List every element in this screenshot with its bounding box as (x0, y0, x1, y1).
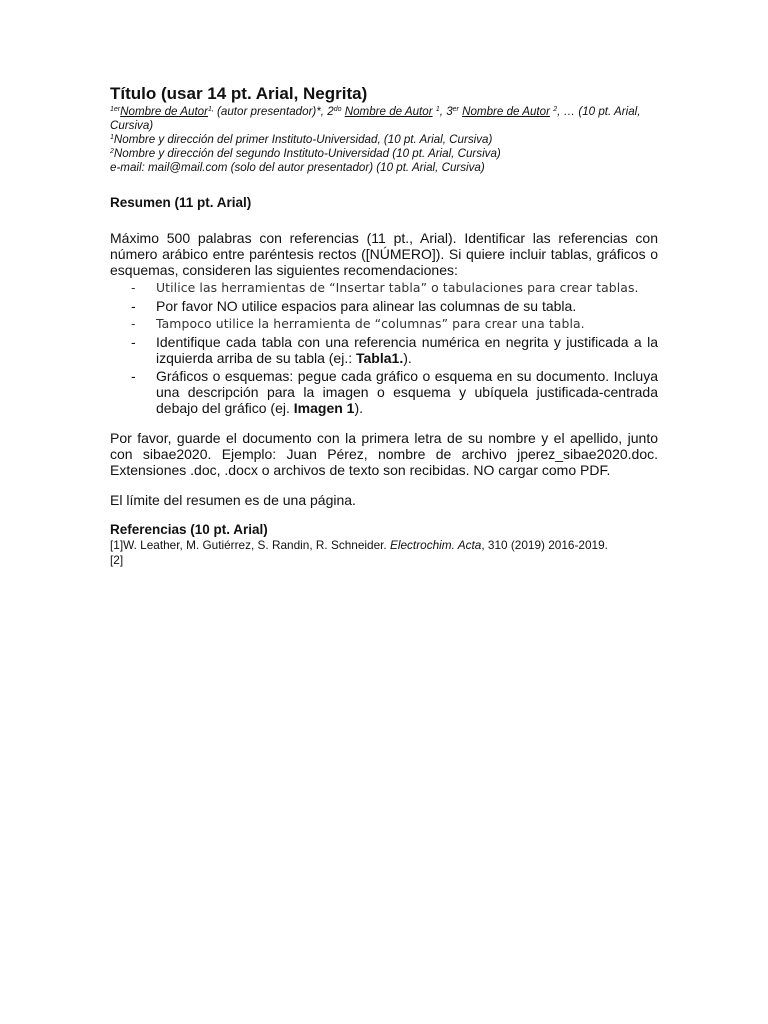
author-2-ordinal: do (333, 106, 342, 113)
reference-2: [2] (110, 553, 124, 567)
list-item: - Utilice las herramientas de “Insertar tabla” o tabulaciones para crear tablas. (110, 280, 658, 296)
document-page (110, 84, 658, 568)
author-3-name: Nombre de Autor (462, 105, 550, 118)
affiliation-2: $^2$Nombre y dirección del segundo Instituto-Universidad (10 pt. Arial, Cursiva) (110, 147, 501, 160)
page-limit-note: El límite del resumen es de una página. (110, 492, 356, 508)
author-1-name: Nombre de Autor (120, 105, 208, 118)
author-line: $^{1er}$Nombre de Autor$^{1,}$ (autor presentador)*, $2^{do}$ Nombre de Autor $^1$, 3er Nombre de Autor $^2$, … (10 pt. Arial, Cursiva) (110, 105, 641, 132)
reference-1: [1]W. Leather, M. Gutiérrez, S. Randin, R. Schneider. Electrochim. Acta, 310 (2019) 2016-2019. (110, 538, 608, 552)
author-2-mark: 1 (435, 106, 440, 113)
author-1-marks: 1, (207, 106, 214, 113)
recommendations-list (110, 280, 658, 416)
abstract-heading: Resumen (11 pt. Arial) (110, 195, 252, 210)
list-item: - Por favor NO utilice espacios para alinear las columnas de su tabla. (110, 298, 658, 314)
table-example: Tabla1. (356, 350, 404, 366)
author-3-ordinal: er (452, 106, 459, 113)
author-3-mark: 2 (553, 106, 558, 113)
image-example: Imagen 1 (293, 400, 355, 416)
journal-name: Electrochim. Acta (389, 538, 482, 552)
author-2-name: Nombre de Autor (344, 105, 433, 118)
author-2-number: 2 (327, 105, 334, 118)
list-item: - Tampoco utilice la herramienta de “columnas” para crear una tabla. (110, 316, 658, 332)
email-line: e-mail: mail@mail.com (solo del autor presentador) (10 pt. Arial, Cursiva) (110, 161, 485, 174)
author-line-tail: , … (10 pt. Arial, Cursiva) (110, 105, 641, 132)
references-heading: Referencias (10 pt. Arial) (110, 522, 268, 537)
author-3-number: 3 (446, 105, 453, 118)
list-item: - Gráficos o esquemas: pegue cada gráfico o esquema en su documento. Incluya una descripción para la imagen o esquema y ubíquela justificada-centrada debajo del gráfico (ej. Imagen 1). (110, 368, 658, 416)
affiliation-1: $^1$Nombre y dirección del primer Instituto-Universidad, (10 pt. Arial, Cursiva) (110, 133, 493, 146)
list-item: - Identifique cada tabla con una referencia numérica en negrita y justificada a la izquierda arriba de su tabla (ej.: Tabla1.). (110, 334, 658, 366)
save-instructions: Por favor, guarde el documento con la primera letra de su nombre y el apellido, junto con sibae2020. Ejemplo: Juan Pérez, nombre de archivo jperez_sibae2020.doc. Extensiones .doc, .docx o archivos de texto son recibidas. NO cargar como PDF. (110, 430, 658, 478)
abstract-intro: Máximo 500 palabras con referencias (11 pt., Arial). Identificar las referencias con número arábico entre paréntesis rectos ([NÚMERO]). Si quiere incluir tablas, gráficos o esquemas, consideren las siguientes recomendaciones: (110, 230, 658, 278)
author-1-note: (autor presentador)*, (213, 105, 328, 118)
document-title: Título (usar 14 pt. Arial, Negrita) (110, 84, 368, 103)
author-1-ordinal: 1er (110, 106, 121, 113)
